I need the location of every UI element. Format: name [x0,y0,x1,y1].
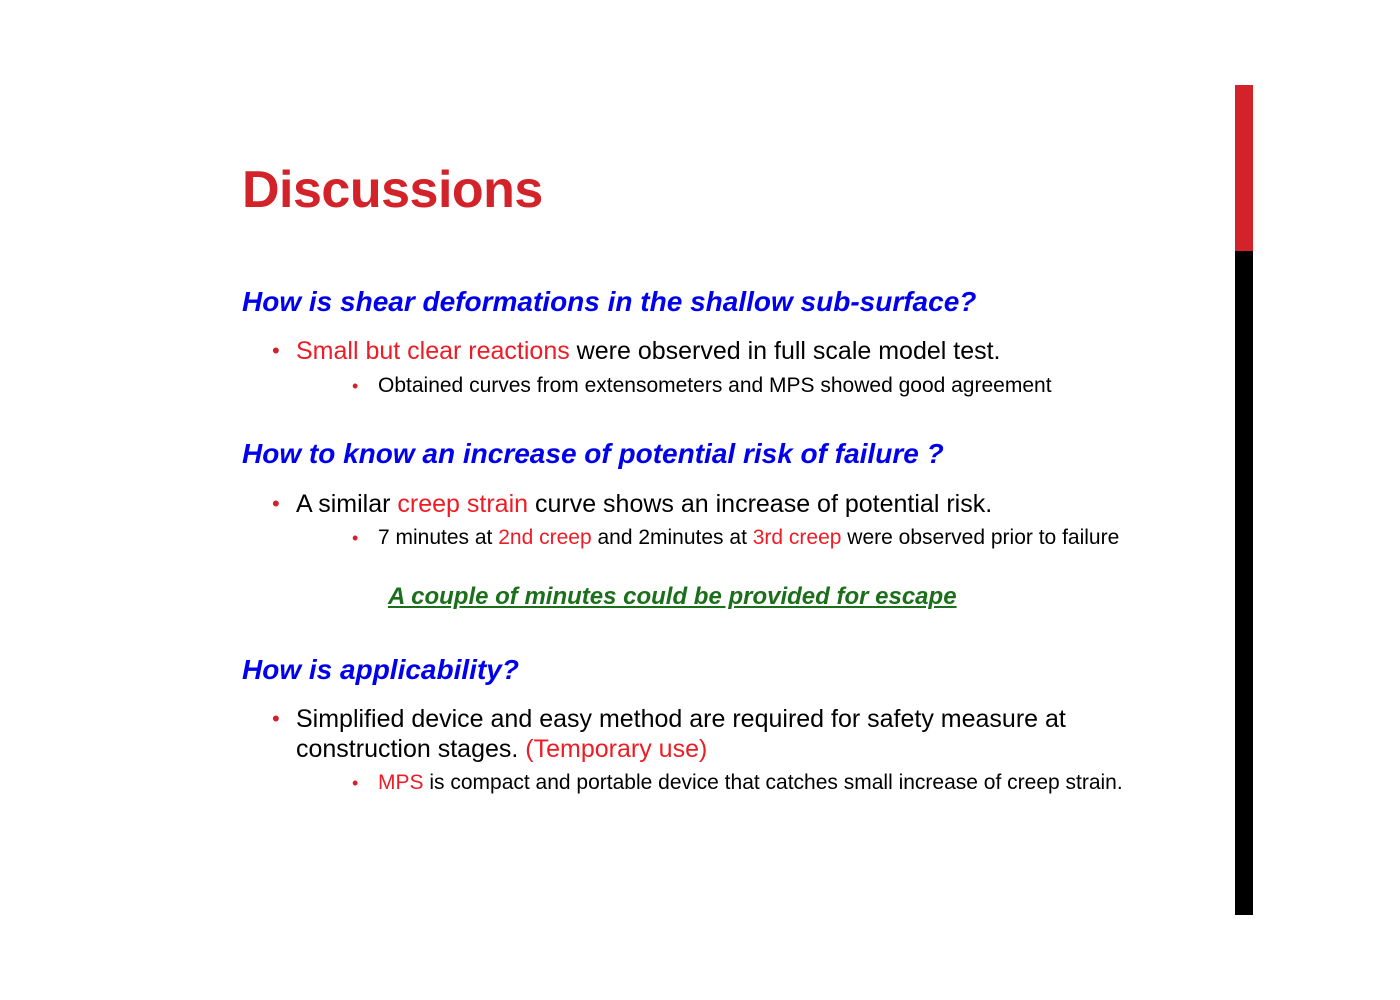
highlight-text: ( [525,735,534,763]
highlight-text: 3rd creep [752,526,842,549]
slide-title: Discussions [242,161,543,219]
side-accent-bar [1235,85,1253,915]
section-heading-risk: How to know an increase of potential risk of failure ? [242,438,944,469]
plain-text: Simplified device and easy method are required for safety measure at construction stages. [296,705,1066,763]
section-heading-applicability: How is applicability? [242,654,519,685]
sub-bullet-dot-icon: • [352,773,359,793]
highlight-text: creep strain [397,490,529,518]
plain-text: Obtained curves from extensometers and MPS showed good agreement [378,374,1052,397]
highlight-text: Small but clear reactions [296,337,570,365]
bullet-dot-icon: • [272,338,280,363]
bullet-text [296,704,1176,764]
side-accent-bar-black [1235,251,1253,915]
plain-text: is compact and portable device that catches small increase of creep strain. [423,771,1123,794]
section-heading-shear: How is shear deformations in the shallow sub-surface? [242,286,977,317]
sub-bullet-dot-icon: • [352,376,359,396]
plain-text: curve shows an increase of potential risk. [528,490,993,518]
highlight-text: Temporary use) [533,735,708,763]
sub-bullet-dot-icon: • [352,528,359,548]
side-accent-bar-red [1235,85,1253,251]
highlight-text: MPS [378,771,424,794]
plain-text: were observed prior to failure [841,526,1120,549]
bullet-text [296,489,1176,519]
highlight-text: 2nd creep [498,526,592,549]
bullet-text [296,336,1176,366]
bullet-dot-icon: • [272,491,280,516]
escape-emphasis: A couple of minutes could be provided for escape [388,583,957,610]
plain-text: 7 minutes at [378,526,499,549]
sub-bullet-text [378,525,1178,551]
sub-bullet-text [378,373,1178,399]
plain-text: A similar [296,490,398,518]
bullet-dot-icon: • [272,706,280,731]
plain-text: and 2minutes at [591,526,753,549]
plain-text: were observed in full scale model test. [569,337,1001,365]
sub-bullet-text [378,770,1178,796]
